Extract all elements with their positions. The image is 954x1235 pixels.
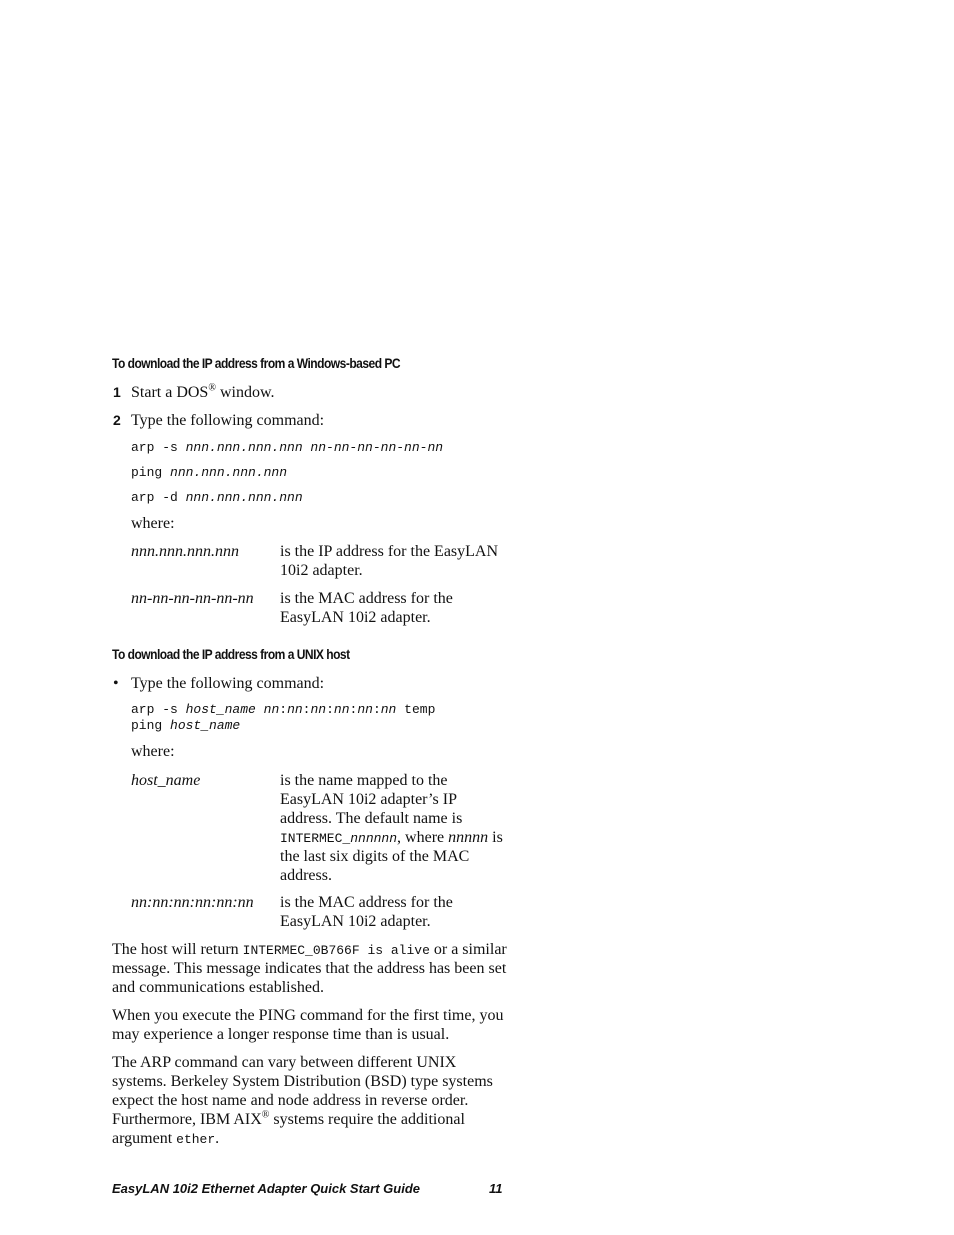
step-number-1: 1 (113, 384, 121, 400)
where-label-unix: where: (131, 743, 175, 760)
definition-term: nn:nn:nn:nn:nn:nn (131, 894, 254, 911)
definition-term: nnn.nnn.nnn.nnn (131, 543, 239, 560)
definition-term: nn-nn-nn-nn-nn-nn (131, 590, 254, 607)
section-heading-windows: To download the IP address from a Windows-based PC (112, 355, 401, 371)
command-line-3: arp -d nnn.nnn.nnn.nnn (131, 490, 303, 505)
command-line-2: ping host_name (131, 718, 241, 733)
bullet-text: Type the following command: (131, 675, 325, 692)
step-number-2: 2 (113, 412, 121, 428)
page-number: 11 (489, 1181, 503, 1196)
definition-text: is the IP address for the EasyLAN 10i2 adapter. (280, 543, 499, 579)
footer-title: EasyLAN 10i2 Ethernet Adapter Quick Start Guide (112, 1181, 420, 1196)
paragraph-ping-note: When you execute the PING command for the first time, you may experience a longer response time than is usual. (112, 1007, 504, 1043)
definition-text: is the MAC address for the EasyLAN 10i2 adapter. (280, 590, 453, 626)
where-label-windows: where: (131, 515, 175, 532)
definition-text: is the name mapped to the EasyLAN 10i2 adapter’s IP address. The default name is INTERMEC_nnnnnn, where nnnnn is the last six digits of the MAC address. (280, 772, 503, 884)
command-line-1: arp -s nnn.nnn.nnn.nnn nn-nn-nn-nn-nn-nn (131, 440, 444, 455)
command-line-2: ping nnn.nnn.nnn.nnn (131, 465, 288, 480)
command-line-1: arp -s host_name nn:nn:nn:nn:nn:nn temp (131, 702, 436, 717)
paragraph-host-return: The host will return INTERMEC_0B766F is alive or a similar message. This message indicates that the address has been set and communications established. (112, 941, 507, 996)
step-2-text: Type the following command: (131, 412, 325, 429)
definition-term: host_name (131, 772, 201, 789)
bullet-marker: • (113, 675, 119, 692)
definition-text: is the MAC address for the EasyLAN 10i2 adapter. (280, 894, 453, 930)
step-1-text: Start a DOS® window. (131, 382, 275, 401)
section-heading-unix: To download the IP address from a UNIX host (112, 646, 350, 662)
paragraph-arp-note: The ARP command can vary between different UNIX systems. Berkeley System Distribution (BSD) type systems expect the host name and node address in reverse order. Furthermore, IBM AIX® systems require the additional argument ether. (112, 1054, 493, 1147)
